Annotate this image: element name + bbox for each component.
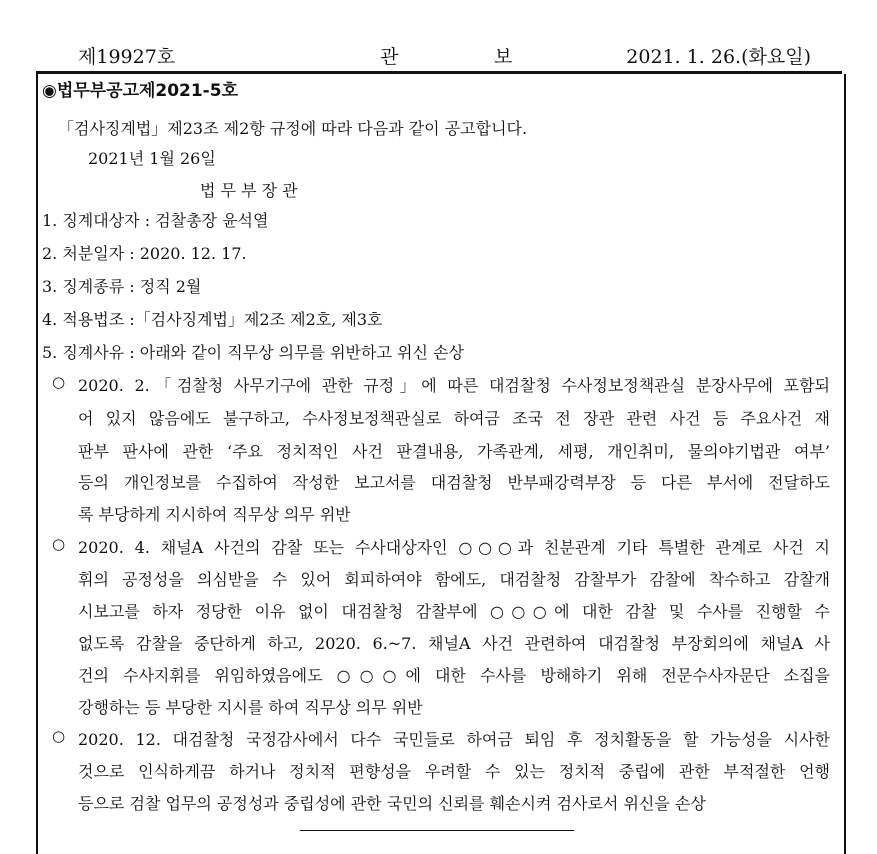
gazette-header bbox=[0, 42, 877, 70]
reason-1-line: 어 있지 않음에도 불구하고, 수사정보정책관실로 하여금 조국 전 장관 관련 사건 등 주요사건 재 bbox=[78, 409, 830, 428]
reason-1-line: 등의 개인정보를 수집하여 작성한 보고서를 대검찰청 반부패강력부장 등 다른 부서에 전달하도 bbox=[78, 473, 830, 492]
gazette-title-b: 보 bbox=[494, 46, 513, 68]
reason-2-line: 강행하는 등 부당한 지시를 하여 직무상 의무 위반 bbox=[78, 698, 423, 717]
reason-3-line: 등으로 검찰 업무의 공정성과 중립성에 관한 국민의 신뢰를 훼손시켜 검사로서 위신을 손상 bbox=[78, 794, 706, 813]
reason-1-line: 록 부당하게 지시하여 직무상 의무 위반 bbox=[78, 505, 351, 524]
bullet-icon: ○ bbox=[52, 535, 66, 553]
reason-2-line: 휘의 공정성을 의심받을 수 있어 회피하여야 함에도, 대검찰청 감찰부가 감찰에 착수하고 감찰개 bbox=[78, 570, 830, 589]
reason-2-line: 건의 수사지휘를 위임하였음에도 ○○○에 대한 수사를 방해하기 위해 전문수사자문단 소집을 bbox=[78, 666, 830, 685]
item-4: 4. 적용법조 :「검사징계법」제2조 제2호, 제3호 bbox=[42, 310, 383, 329]
notice-issuer: 법 무 부 장 관 bbox=[200, 181, 298, 200]
reason-1-line: 판부 판사에 관한 ‘주요 정치적인 사건 판결내용, 가족관계, 세평, 개인취미, 물의야기법관 여부’ bbox=[78, 442, 830, 461]
notice-intro: 「검사징계법」제23조 제2항 규정에 따라 다음과 같이 공고합니다. bbox=[58, 119, 528, 138]
reason-1-line: 2020. 2.「검찰청 사무기구에 관한 규정」에 따른 대검찰청 수사정보정책관실 분장사무에 포함되 bbox=[78, 376, 830, 395]
reason-3-line: 것으로 인식하게끔 하거나 정치적 편향성을 우려할 수 있는 정치적 중립에 관한 부적절한 언행 bbox=[78, 762, 830, 781]
bullet-icon: ○ bbox=[52, 373, 66, 391]
item-2: 2. 처분일자 : 2020. 12. 17. bbox=[42, 244, 247, 263]
reason-2-line: 2020. 4. 채널A 사건의 감찰 또는 수사대상자인 ○○○과 친분관계 기타 특별한 관계로 사건 지 bbox=[78, 538, 830, 557]
item-3: 3. 징계종류 : 정직 2월 bbox=[42, 277, 202, 296]
item-5: 5. 징계사유 : 아래와 같이 직무상 의무를 위반하고 위신 손상 bbox=[42, 343, 464, 362]
footer-rule bbox=[300, 830, 574, 831]
bullet-icon: ○ bbox=[52, 727, 66, 745]
reason-3-line: 2020. 12. 대검찰청 국정감사에서 다수 국민들로 하여금 퇴임 후 정치활동을 할 가능성을 시사한 bbox=[78, 730, 830, 749]
reason-2-line: 없도록 감찰을 중단하게 하고, 2020. 6.~7. 채널A 사건 관련하여 대검찰청 부장회의에 채널A 사 bbox=[78, 634, 830, 653]
gazette-title-a: 관 bbox=[380, 46, 399, 68]
reason-2-line: 시보고를 하자 정당한 이유 없이 대검찰청 감찰부에 ○○○에 대한 감찰 및 수사를 진행할 수 bbox=[78, 602, 830, 621]
item-1: 1. 징계대상자 : 검찰총장 윤석열 bbox=[42, 211, 269, 230]
notice-title: ◉법무부공고제2021-5호 bbox=[42, 81, 238, 101]
notice-date: 2021년 1월 26일 bbox=[88, 149, 216, 168]
issue-number: 제19927호 bbox=[78, 46, 176, 68]
issue-date: 2021. 1. 26.(화요일) bbox=[626, 46, 811, 68]
